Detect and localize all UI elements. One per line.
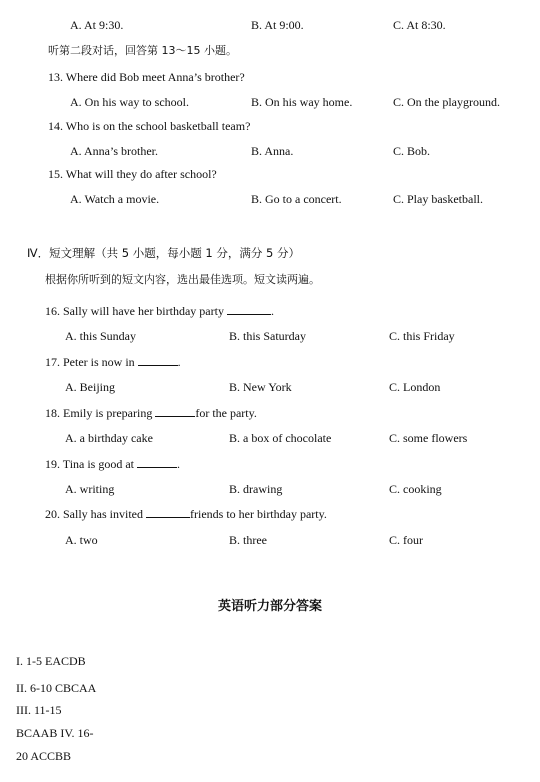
q12-option-b: B. At 9:00. (251, 18, 304, 32)
q20-option-a: A. two (65, 533, 98, 547)
q13-option-c: C. On the playground. (393, 95, 500, 109)
q12-option-a: A. At 9:30. (70, 18, 124, 32)
q15-option-c: C. Play basketball. (393, 192, 483, 206)
q17-option-c: C. London (389, 380, 441, 394)
q16-stem: 16. Sally will have her birthday party . (45, 304, 274, 318)
answer-line: 20 ACCBB (16, 749, 72, 763)
q17-option-b: B. New York (229, 380, 292, 394)
q13-option-b: B. On his way home. (251, 95, 353, 109)
answer-blank (137, 457, 177, 468)
section-iv-title: Ⅳ．短文理解（共 5 小题，每小题 1 分，满分 5 分） (27, 246, 300, 260)
answer-blank (155, 406, 195, 417)
q13-option-a: A. On his way to school. (70, 95, 189, 109)
q13-stem: 13. Where did Bob meet Anna’s brother? (48, 70, 245, 84)
q20-option-b: B. three (229, 533, 267, 547)
q14-stem: 14. Who is on the school basketball team? (48, 119, 251, 133)
answer-line: II. 6-10 CBCAA (16, 681, 97, 695)
q14-option-b: B. Anna. (251, 144, 294, 158)
answer-line: BCAAB IV. 16- (16, 726, 94, 740)
q15-stem: 15. What will they do after school? (48, 167, 217, 181)
q14-option-c: C. Bob. (393, 144, 431, 158)
q14-option-a: A. Anna’s brother. (70, 144, 158, 158)
q16-option-c: C. this Friday (389, 329, 455, 343)
q15-option-b: B. Go to a concert. (251, 192, 342, 206)
answer-blank (146, 507, 190, 518)
q12-option-c: C. At 8:30. (393, 18, 446, 32)
q19-option-b: B. drawing (229, 482, 283, 496)
answer-blank (138, 355, 178, 366)
q16-option-b: B. this Saturday (229, 329, 306, 343)
q19-stem: 19. Tina is good at . (45, 457, 181, 471)
q17-option-a: A. Beijing (65, 380, 115, 394)
answer-line: I. 1-5 EACDB (16, 654, 86, 668)
q18-option-c: C. some flowers (389, 431, 468, 445)
q19-option-c: C. cooking (389, 482, 442, 496)
q17-stem: 17. Peter is now in . (45, 355, 181, 369)
dialogue-2-instruction: 听第二段对话，回答第 13～15 小题。 (48, 44, 237, 57)
q16-option-a: A. this Sunday (65, 329, 137, 343)
q18-option-b: B. a box of chocolate (229, 431, 332, 445)
answer-line: III. 11-15 (16, 703, 62, 717)
q19-option-a: A. writing (65, 482, 115, 496)
q20-stem: 20. Sally has invited friends to her birthday party. (45, 507, 327, 521)
q15-option-a: A. Watch a movie. (70, 192, 160, 206)
q18-option-a: A. a birthday cake (65, 431, 153, 445)
q20-option-c: C. four (389, 533, 423, 547)
q18-stem: 18. Emily is preparing for the party. (45, 406, 257, 420)
answer-key-title: 英语听力部分答案 (217, 599, 322, 614)
section-iv-instruction: 根据你所听到的短文内容，选出最佳选项。短文读两遍。 (45, 273, 320, 286)
answer-blank (227, 304, 271, 315)
